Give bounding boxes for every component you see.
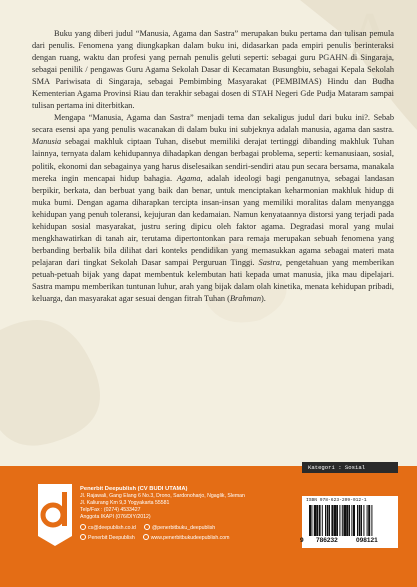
svg-text:A: A	[345, 0, 396, 76]
publisher-name: Penerbit Deepublish (CV BUDI UTAMA)	[80, 486, 188, 492]
publisher-phone: Telp/Fax : (0274) 4533427	[80, 506, 141, 513]
synopsis-text	[32, 28, 394, 305]
publisher-instagram: @penerbitbuku_deepublish	[151, 524, 216, 531]
barcode-digit-left: 9	[300, 537, 304, 544]
social-row-2	[80, 534, 280, 542]
term-agama: Agama,	[176, 173, 203, 183]
deepublish-logo	[38, 484, 72, 546]
barcode-bars	[309, 505, 393, 536]
term-manusia: Manusia	[32, 137, 62, 147]
publisher-ikapi: Anggota IKAPI (076/DIY/2012)	[80, 513, 151, 520]
paragraph-1: Buku yang diberi judul “Manusia, Agama dan Sastra” merupakan buku pertama dan tulisan pemula dari penulis. Fenomena yang diungkapkan dalam buku ini, didasarkan pada empiri penulis berinteraksi dengan ruang, waktu dan profesi yang pernah penulis geluti seperti: sebagai guru PGAHN di Singaraja, sebagai penilik / pengawas Guru Agama Sekolah Dasar di Kecamatan Busungbiu, sebagai Kepala Sekolah SMA Pariwisata di Singaraja, sebagai Pembimbing Masyarakat (PEMBIMAS) Hindu dan Budha Kementerian Agama Provinsi Riau dan terakhir sebagai dosen di STAH Negeri Gde Pudja Mataram sampai tulisan pertama ini diterbitkan.	[32, 29, 394, 111]
publisher-facebook: Penerbit Deepublish	[88, 535, 135, 542]
globe-icon	[143, 534, 149, 540]
publisher-info	[80, 486, 280, 542]
instagram-icon	[144, 524, 150, 530]
isbn-text: ISBN 978-623-209-012-1	[306, 498, 367, 503]
facebook-icon	[80, 534, 86, 540]
term-brahman: Brahman	[229, 294, 262, 304]
paragraph-2: Mengapa “Manusia, Agama dan Sastra” menjadi tema dan sekaligus judul dari buku ini?. Sebab secara esensi apa yang penulis wacanakan di dalam buku ini subjeknya adalah manusia, agama dan sastra. Manusia sebagai makhluk ciptaan Tuhan, disebut memiliki derajat tertinggi dibanding makhluk Tuhan lainnya, ternyata dalam kehidupannya dihadapkan dengan berbagai problema, seperti: kemanusiaan, sosial, politik, ekonomi dan sebagainya yang harus diselesaikan sendiri-sendiri atau pun secara bersama, manakala mereka ingin mencapai hidup bahagia. Agama, adalah ideologi bagi penganutnya, sebagai landasan berpikir, berkata, dan berbuat yang baik dan benar, untuk menciptakan keharmonian makhluk hidup di muka bumi. Dengan agama diharapkan tercipta insan-insan yang memiliki moralitas dalam menyangga kehidupan yang penuh toleransi, kejujuran dan kedamaian. Namun kenyataannya distorsi yang terjadi pada kehidupan sosial masyarakat, justru sering dipicu oleh faktor agama. Degradasi moral yang mulai mengkhawatirkan di tanah air, terutama dipertontonkan para remaja merupakan sebuah fenomena yang berbanding berbalik bila dilihat dari konteks pendidikan yang memasukkan agama sebagai materi mata pelajaran dari tingkat Sekolah Dasar sampai Perguruan Tinggi. Sastra, pengetahuan yang memberikan petuah-petuah bijak yang dapat membentuk kelembutan hati kepada umat manusia, jika mau dipelajari. Sastra mampu memberikan tuntunan luhur, arah yang bijak dalam olah kinetika, menata kehidupan pribadi, keluarga, dan masyarakat agar sesuai dengan fitrah Tuhan (Brahman).	[32, 113, 394, 304]
publisher-website: www.penerbitbukudeepublish.com	[150, 535, 230, 542]
barcode-digits-right: 098121	[356, 537, 378, 544]
barcode-digits-mid: 786232	[316, 537, 338, 544]
publisher-address-2: Jl. Kaliurang Km 9,3 Yogyakarta 55581	[80, 499, 170, 506]
publisher-address-1: Jl. Rajawali, Gang Elang 6 No.3, Drono, Sardonoharjo, Ngaglik, Sleman	[80, 492, 245, 499]
term-sastra: Sastra,	[258, 257, 282, 267]
category-label: Kategori : Sosial	[302, 462, 398, 473]
email-icon	[80, 524, 86, 530]
publisher-email: cs@deepublish.co.id	[88, 524, 136, 531]
social-row-1	[80, 524, 280, 532]
